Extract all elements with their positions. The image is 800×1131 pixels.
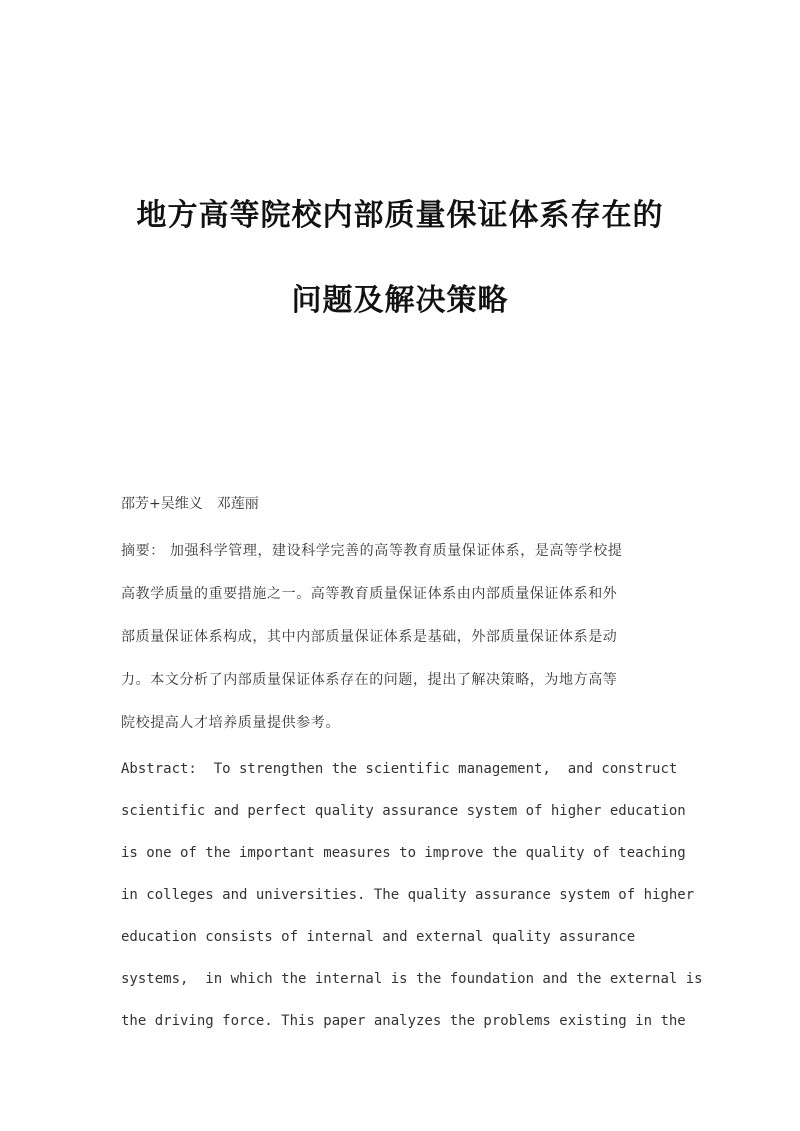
abstract-en-line-3: is one of the important measures to improve the quality of teaching [121,845,686,861]
abstract-en-line-2: scientific and perfect quality assurance system of higher education [121,803,686,819]
abstract-en-line-7: the driving force. This paper analyzes the problems existing in the [121,1013,686,1029]
author-group-1: 邵芳+吴维义 [121,496,203,512]
title-line-1: 地方高等院校内部质量保证体系存在的 [136,198,664,233]
abstract-chinese [121,541,681,756]
abstract-cn-line-2: 高教学质量的重要措施之一。高等教育质量保证体系由内部质量保证体系和外 [121,586,618,602]
abstract-cn-line-5: 院校提高人才培养质量提供参考。 [121,715,340,731]
abstract-cn-line-3: 部质量保证体系构成，其中内部质量保证体系是基础，外部质量保证体系是动 [121,629,618,645]
abstract-en-line-4: in colleges and universities. The quality assurance system of higher [121,887,695,903]
abstract-en-line-5: education consists of internal and external quality assurance [121,929,636,945]
author-line [121,493,259,513]
abstract-en-line-6: systems, in which the internal is the foundation and the external is [121,971,703,987]
abstract-en-line-1: Abstract: To strengthen the scientific management, and construct [121,761,678,777]
abstract-cn-line-4: 力。本文分析了内部质量保证体系存在的问题，提出了解决策略，为地方高等 [121,672,618,688]
abstract-english [121,758,701,1052]
title-line-2: 问题及解决策略 [291,283,509,318]
author-group-2: 邓莲丽 [216,496,259,512]
abstract-cn-line-1: 摘要： 加强科学管理，建设科学完善的高等教育质量保证体系，是高等学校提 [121,543,623,559]
